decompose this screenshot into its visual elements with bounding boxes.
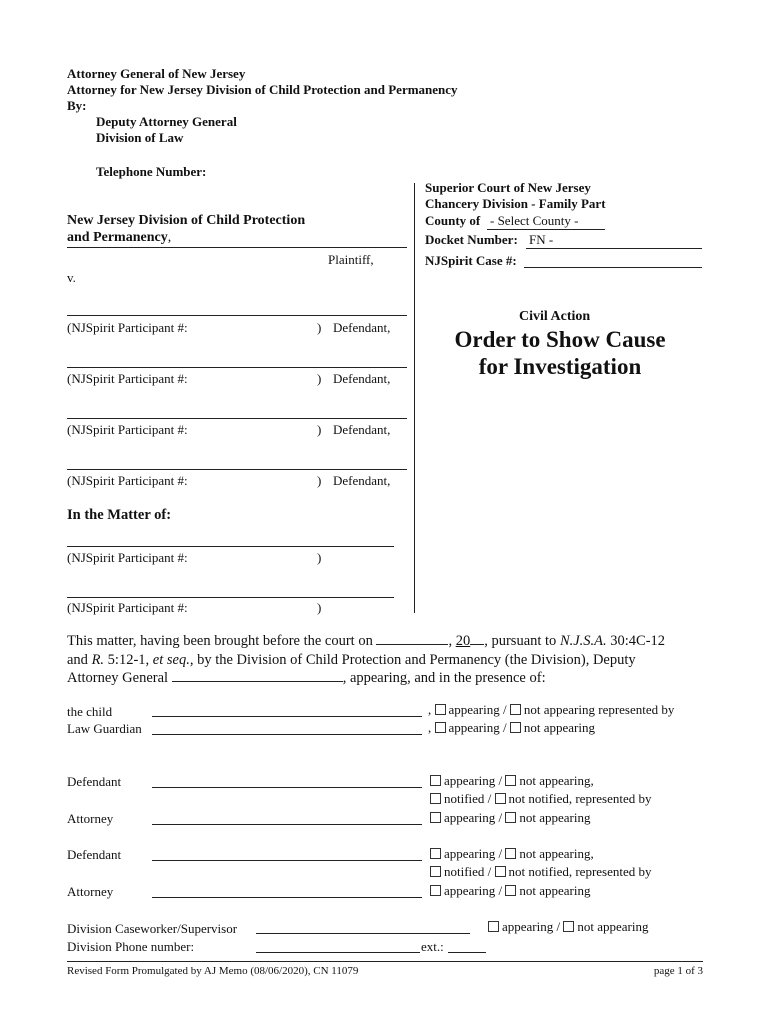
- body-p3-b: , appearing, and in the presence of:: [342, 670, 546, 686]
- def2-not-appearing-checkbox[interactable]: [505, 848, 516, 859]
- not-appearing-label: not appearing: [519, 883, 591, 898]
- body-line2: [67, 651, 636, 669]
- participant-label: (NJSpirit Participant #:: [67, 371, 188, 386]
- not-appearing-label: not appearing,: [519, 846, 594, 861]
- body-line1: [67, 632, 665, 650]
- close-paren: ): [317, 473, 322, 488]
- cw-not-appearing-checkbox[interactable]: [563, 921, 574, 932]
- hearing-date-field[interactable]: [376, 632, 448, 645]
- def1-not-appearing-checkbox[interactable]: [505, 775, 516, 786]
- participant-label: (NJSpirit Participant #:: [67, 550, 188, 565]
- participant-label: (NJSpirit Participant #:: [67, 320, 188, 335]
- appearing-label: appearing /: [444, 883, 503, 898]
- child-appearing-checkbox[interactable]: [435, 704, 446, 715]
- phone-label: Division Phone number:: [67, 939, 195, 954]
- year-field[interactable]: [470, 632, 484, 645]
- attorney-2-label: Attorney: [67, 884, 114, 899]
- attorney-1-label: Attorney: [67, 811, 114, 826]
- not-notified-label: not notified, represented by: [508, 791, 652, 806]
- atty2-not-appearing-checkbox[interactable]: [505, 885, 516, 896]
- participant-label: (NJSpirit Participant #:: [67, 600, 188, 615]
- njspirit-case-label: NJSpirit Case #:: [425, 253, 517, 268]
- def1-notified-checkbox[interactable]: [430, 793, 441, 804]
- title-line1: Order to Show Cause: [454, 327, 666, 352]
- defendant-label: Defendant,: [333, 320, 391, 335]
- attorney-2-appearance: [430, 883, 591, 899]
- footer-revised: Revised Form Promulgated by AJ Memo (08/06/2020), CN 11079: [67, 965, 359, 977]
- dag-name-field[interactable]: [172, 669, 343, 682]
- matter-2-line[interactable]: [67, 597, 394, 598]
- law-guardian-label: Law Guardian: [67, 721, 142, 736]
- close-paren: ): [317, 550, 322, 565]
- rule-number: 5:12-1,: [107, 652, 150, 668]
- appearing-label: appearing /: [444, 846, 503, 861]
- footer-rule: [67, 961, 703, 962]
- defendant-2-notified: [430, 864, 652, 880]
- statute-number: 30:4C-12: [610, 633, 666, 649]
- notified-label: notified /: [444, 791, 492, 806]
- plaintiff-name-line2: and Permanency: [67, 230, 168, 245]
- close-paren: ): [317, 320, 322, 335]
- header-division-law: Division of Law: [96, 130, 184, 145]
- plaintiff-label: Plaintiff,: [328, 252, 374, 267]
- participant-label: (NJSpirit Participant #:: [67, 422, 188, 437]
- defendant-4-line[interactable]: [67, 469, 407, 470]
- in-the-matter-heading: In the Matter of:: [67, 507, 172, 523]
- defendant-2-name-field[interactable]: [152, 860, 422, 861]
- header-telephone: Telephone Number:: [96, 164, 207, 179]
- caseworker-label: Division Caseworker/Supervisor: [67, 921, 238, 936]
- defendant-1-label: Defendant: [67, 774, 122, 789]
- title-line2: for Investigation: [478, 354, 642, 379]
- njspirit-case-field[interactable]: [524, 253, 702, 268]
- header-deputy: Deputy Attorney General: [96, 114, 237, 129]
- appearing-label: appearing /: [448, 720, 507, 735]
- atty1-not-appearing-checkbox[interactable]: [505, 812, 516, 823]
- footer-page-number: page 1 of 3: [653, 965, 703, 977]
- county-select[interactable]: - Select County -: [487, 213, 605, 230]
- defendant-1-line[interactable]: [67, 315, 407, 316]
- atty1-appearing-checkbox[interactable]: [430, 812, 441, 823]
- defendant-1-appearance: [430, 773, 594, 789]
- child-not-appearing-checkbox[interactable]: [510, 704, 521, 715]
- civil-action: Civil Action: [519, 309, 591, 324]
- caseworker-appearance: [488, 919, 649, 935]
- rule-r: R.: [91, 652, 105, 668]
- attorney-2-name-field[interactable]: [152, 897, 422, 898]
- notified-label: notified /: [444, 864, 492, 879]
- close-paren: ): [317, 371, 322, 386]
- ext-label: ext.:: [421, 939, 444, 954]
- header-ag: Attorney General of New Jersey: [67, 66, 246, 81]
- body-p2-a: and: [67, 652, 88, 668]
- court-name: Superior Court of New Jersey: [425, 180, 591, 195]
- law-guardian-appearance: [428, 720, 595, 736]
- body-p2-b: , by the Division of Child Protection and Permanency (the Division), Deputy: [189, 652, 636, 668]
- appearing-label: appearing /: [448, 702, 507, 717]
- plaintiff-name-line1: New Jersey Division of Child Protection: [67, 213, 306, 228]
- law-guardian-name-field[interactable]: [152, 734, 422, 735]
- lg-appearing-checkbox[interactable]: [435, 722, 446, 733]
- def2-notified-checkbox[interactable]: [430, 866, 441, 877]
- attorney-1-name-field[interactable]: [152, 824, 422, 825]
- defendant-label: Defendant,: [333, 371, 391, 386]
- defendant-1-notified: [430, 791, 652, 807]
- defendant-1-name-field[interactable]: [152, 787, 422, 788]
- defendant-label: Defendant,: [333, 473, 391, 488]
- defendant-2-line[interactable]: [67, 367, 407, 368]
- def2-not-notified-checkbox[interactable]: [495, 866, 506, 877]
- year-prefix: 20: [455, 633, 471, 649]
- atty2-appearing-checkbox[interactable]: [430, 885, 441, 896]
- cw-appearing-checkbox[interactable]: [488, 921, 499, 932]
- body-p1-b: ,: [448, 633, 453, 649]
- docket-number-field[interactable]: FN -: [526, 232, 702, 249]
- def2-appearing-checkbox[interactable]: [430, 848, 441, 859]
- participant-label: (NJSpirit Participant #:: [67, 473, 188, 488]
- ext-field[interactable]: [448, 952, 486, 953]
- body-line3: [67, 669, 546, 687]
- et-seq: et seq.: [152, 652, 190, 668]
- comma: ,: [428, 720, 432, 735]
- body-p1-c: , pursuant to: [484, 633, 557, 649]
- not-appearing-rep-label: not appearing represented by: [523, 702, 675, 717]
- defendant-3-line[interactable]: [67, 418, 407, 419]
- appearing-label: appearing /: [444, 810, 503, 825]
- not-appearing-label: not appearing: [519, 810, 591, 825]
- attorney-1-appearance: [430, 810, 591, 826]
- not-appearing-label: not appearing: [523, 720, 595, 735]
- defendant-2-label: Defendant: [67, 847, 122, 862]
- child-name-field[interactable]: [152, 716, 422, 717]
- body-p1-a: This matter, having been brought before the court on: [67, 633, 373, 649]
- body-p3-a: Attorney General: [67, 670, 169, 686]
- statute-njsa: N.J.S.A.: [559, 633, 607, 649]
- defendant-label: Defendant,: [333, 422, 391, 437]
- not-notified-label: not notified, represented by: [508, 864, 652, 879]
- court-division: Chancery Division - Family Part: [425, 196, 606, 211]
- matter-1-line[interactable]: [67, 546, 394, 547]
- close-paren: ): [317, 422, 322, 437]
- def1-not-notified-checkbox[interactable]: [495, 793, 506, 804]
- defendant-2-appearance: [430, 846, 594, 862]
- comma: ,: [428, 702, 432, 717]
- not-appearing-label: not appearing,: [519, 773, 594, 788]
- child-label: the child: [67, 704, 113, 719]
- caption-divider: [414, 183, 415, 613]
- not-appearing-label: not appearing: [577, 919, 649, 934]
- header-attorney-for: Attorney for New Jersey Division of Child Protection and Permanency: [67, 82, 458, 97]
- plaintiff-comma: ,: [167, 230, 172, 245]
- court-county-label: County of: [425, 213, 481, 228]
- def1-appearing-checkbox[interactable]: [430, 775, 441, 786]
- plaintiff-underline: [67, 247, 407, 248]
- close-paren: ): [317, 600, 322, 615]
- phone-number-field[interactable]: [256, 952, 420, 953]
- lg-not-appearing-checkbox[interactable]: [510, 722, 521, 733]
- versus: v.: [67, 270, 76, 285]
- header-by: By:: [67, 98, 87, 113]
- child-appearance: [428, 702, 674, 718]
- appearing-label: appearing /: [502, 919, 561, 934]
- appearing-label: appearing /: [444, 773, 503, 788]
- plaintiff-name-line2-wrap: [67, 230, 171, 246]
- docket-label: Docket Number:: [425, 232, 518, 247]
- caseworker-name-field[interactable]: [256, 933, 470, 934]
